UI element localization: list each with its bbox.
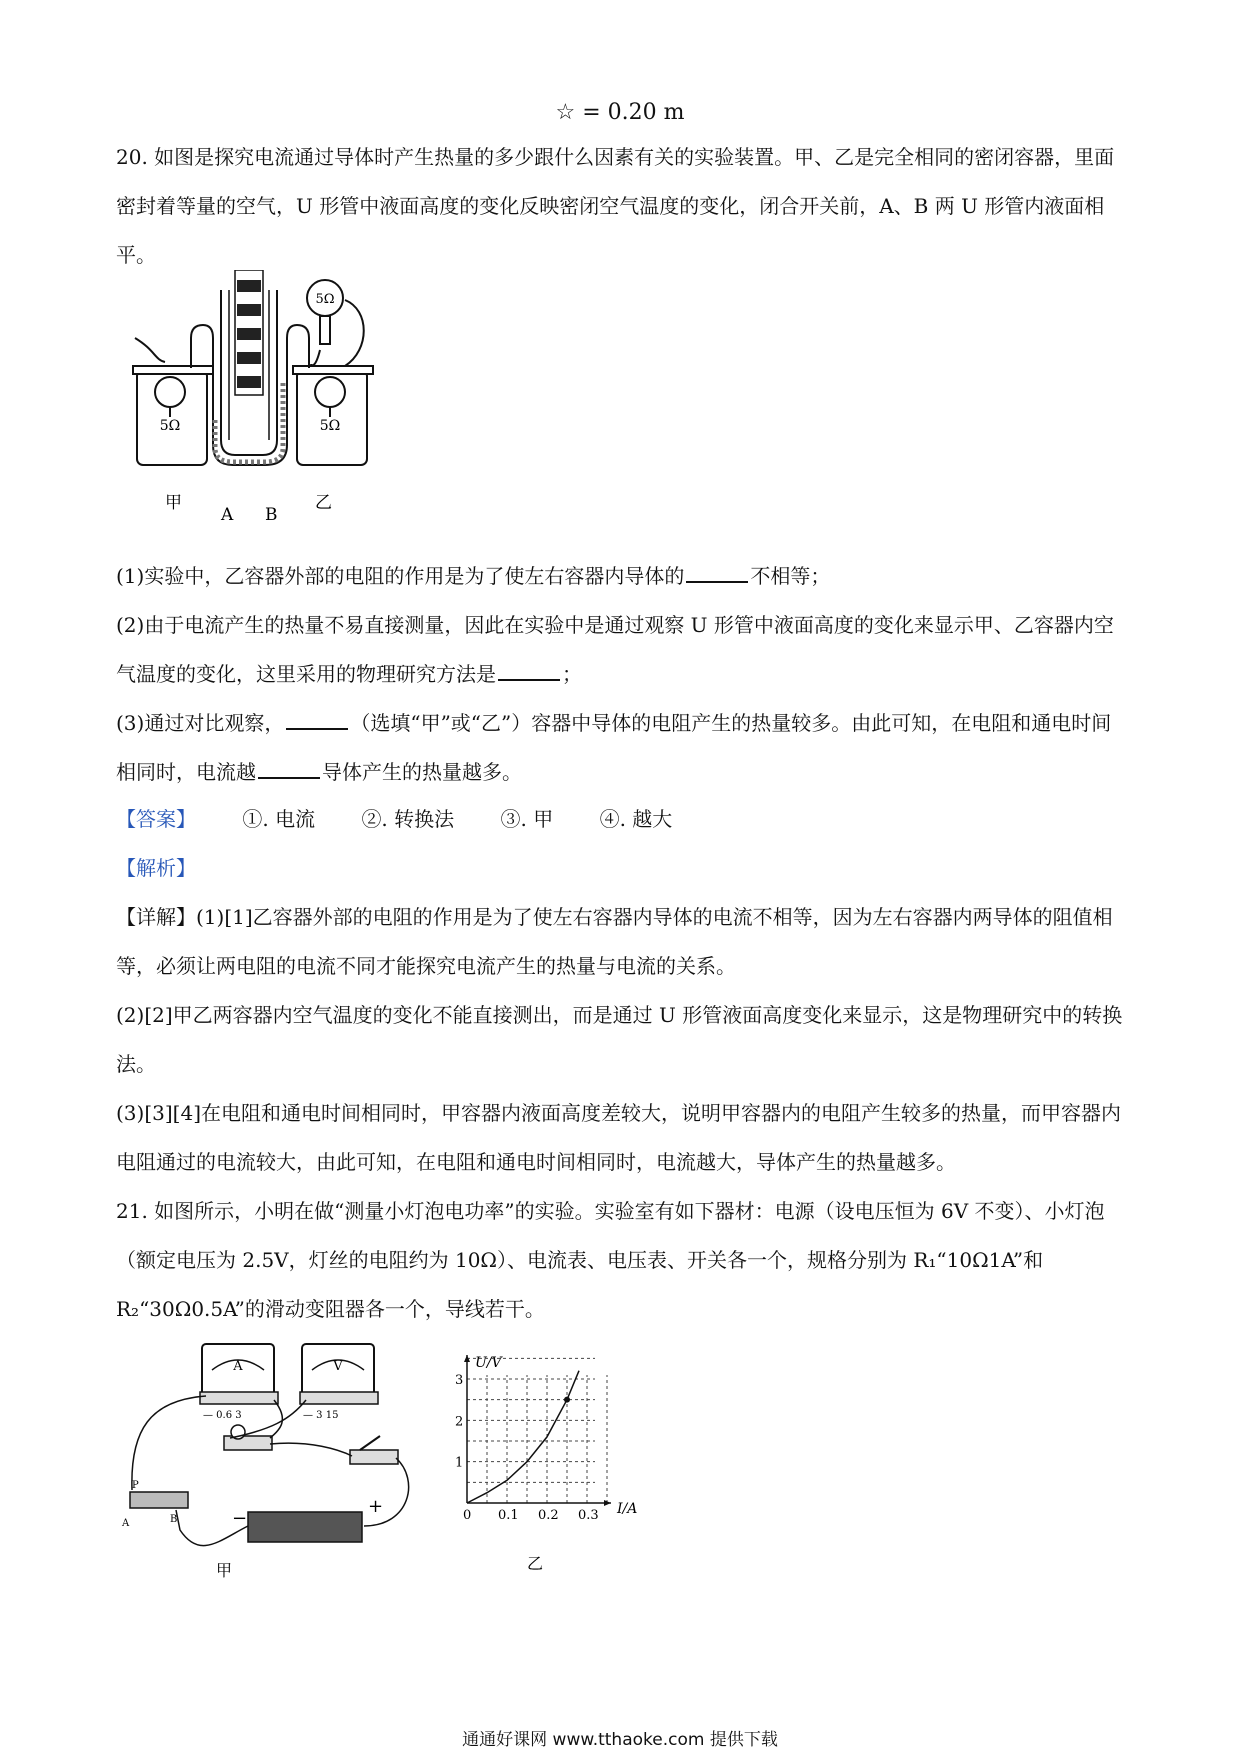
- analysis-label: 【解析】: [116, 856, 196, 880]
- marked-point: [564, 1397, 570, 1403]
- x-tick-label: 0: [463, 1508, 472, 1523]
- x-tick-label: 0.1: [498, 1508, 519, 1523]
- tube-b-label: B: [265, 505, 278, 525]
- x-tick-label: 0.2: [538, 1508, 559, 1523]
- ammeter-scale: — 0.6 3: [203, 1410, 242, 1421]
- x-tick-label: 0.3: [578, 1508, 599, 1523]
- answer-4: ④. 越大: [599, 807, 673, 831]
- q21-circuit-figure: [120, 1340, 440, 1590]
- x-axis-label: I/A: [617, 1501, 638, 1517]
- q20-apparatus-figure: [125, 270, 425, 540]
- battery-minus: −: [232, 1508, 248, 1529]
- voltmeter-scale: — 3 15: [303, 1410, 339, 1421]
- blank-4: [258, 757, 320, 779]
- answer-label: 【答案】: [116, 807, 196, 831]
- sub3-text-b: （选填“甲”或“乙”）容器中导体的电阻产生的热量较多。由此可知，在电阻和通电时间相同时，电流越: [116, 711, 1112, 784]
- resistor-left-label: 5Ω: [159, 418, 181, 434]
- blank-1: [686, 561, 748, 583]
- tube-a-label: A: [221, 505, 234, 525]
- battery-plus: +: [368, 1496, 384, 1517]
- blank-3: [286, 708, 348, 730]
- answer-3: ③. 甲: [500, 807, 554, 831]
- sub2-text-a: (2)由于电流产生的热量不易直接测量，因此在实验中是通过观察 U 形管中液面高度的变化来显示甲、乙容器内空气温度的变化，这里采用的物理研究方法是: [116, 613, 1114, 686]
- detail-1-text: (1)[1]乙容器外部的电阻的作用是为了使左右容器内导体的电流不相等，因为左右容器内两导体的阻值相等，必须让两电阻的电流不同才能探究电流产生的热量与电流的关系。: [116, 905, 1113, 978]
- sub2-text-b: ；: [562, 662, 582, 686]
- container-right-label: 乙: [315, 493, 332, 513]
- detail-label: 【详解】: [116, 905, 196, 929]
- answer-1: ①. 电流: [242, 807, 316, 831]
- circuit-caption: 甲: [216, 1561, 233, 1580]
- sub3-text-a: (3)通过对比观察，: [116, 711, 285, 735]
- ammeter-label: A: [233, 1359, 243, 1374]
- container-left-label: 甲: [165, 493, 182, 513]
- q20-stem: 20. 如图是探究电流通过导体时产生热量的多少跟什么因素有关的实验装置。甲、乙是完全相同的密闭容器，里面密封着等量的空气，U 形管中液面高度的变化反映密闭空气温度的变化，闭合开关前，A、B 两 U 形管内液面相平。: [116, 145, 1115, 267]
- y-axis-label: U/V: [475, 1355, 502, 1371]
- y-tick-label: 1: [455, 1455, 464, 1471]
- q20-sub3: [116, 699, 1128, 797]
- answer-2: ②. 转换法: [361, 807, 455, 831]
- resistor-top-label: 5Ω: [315, 292, 335, 307]
- y-tick-label: 2: [455, 1414, 464, 1430]
- detail-3: (3)[3][4]在电阻和通电时间相同时，甲容器内液面高度差较大，说明甲容器内的电阻产生较多的热量，而甲容器内电阻通过的电流较大，由此可知，在电阻和通电时间相同时，电流越大，导体产生的热量越多。: [116, 1101, 1121, 1174]
- sub3-text-c: 导体产生的热量越多。: [322, 760, 522, 784]
- voltmeter-label: V: [333, 1359, 343, 1374]
- q20-sub2: [116, 601, 1128, 699]
- q21-ui-graph: [455, 1335, 655, 1585]
- resistor-right-label: 5Ω: [319, 418, 341, 434]
- y-tick-label: 3: [455, 1373, 464, 1388]
- q20-sub1: [116, 552, 1128, 601]
- rheostat-b: B: [170, 1514, 178, 1525]
- equation-line: ☆ = 0.20 m: [555, 100, 685, 125]
- graph-caption: 乙: [527, 1554, 544, 1573]
- q21-stem: 21. 如图所示，小明在做“测量小灯泡电功率”的实验。实验室有如下器材：电源（设电压恒为 6V 不变）、小灯泡（额定电压为 2.5V，灯丝的电阻约为 10Ω）、电流表、电压表、开关各一个，规格分别为 R₁“10Ω1A”和 R₂“30Ω0.5A”的滑动变阻器各一个，导线若干。: [116, 1199, 1105, 1321]
- answer-line: [116, 795, 712, 844]
- detail-2: (2)[2]甲乙两容器内空气温度的变化不能直接测出，而是通过 U 形管液面高度变化来显示，这是物理研究中的转换法。: [116, 1003, 1123, 1076]
- sub1-text-b: 不相等；: [750, 564, 831, 588]
- page-footer: 通通好课网 www.tthaoke.com 提供下载: [462, 1730, 778, 1750]
- ui-curve: [467, 1371, 579, 1503]
- rheostat-a: A: [122, 1518, 130, 1529]
- detail-1: [116, 893, 1128, 991]
- rheostat-p: P: [132, 1480, 139, 1491]
- sub1-text-a: (1)实验中，乙容器外部的电阻的作用是为了使左右容器内导体的: [116, 564, 685, 588]
- blank-2: [498, 659, 560, 681]
